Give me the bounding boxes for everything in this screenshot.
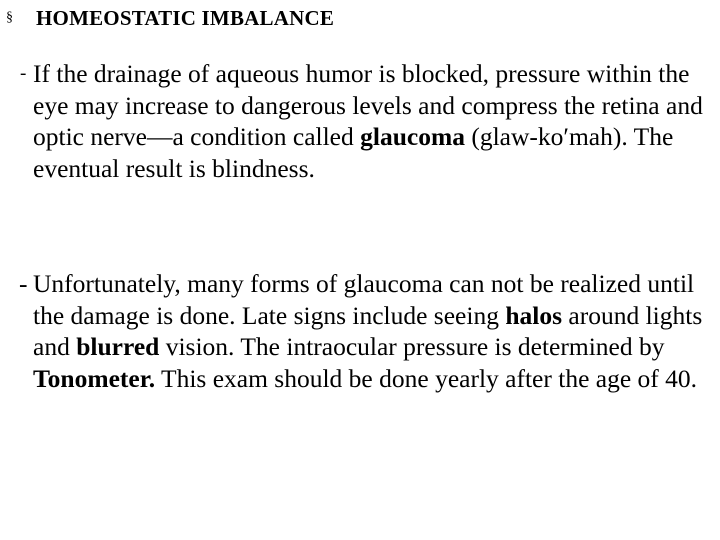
- bold-term-halos: halos: [505, 300, 563, 330]
- dash-marker: -: [20, 63, 27, 84]
- bold-term-glaucoma: glaucoma: [360, 122, 465, 151]
- paragraph-text: Unfortunately, many forms of glaucoma can not be realized until the damage is done. Late signs include seeing: [33, 269, 695, 330]
- bold-term-tonometer: Tonometer.: [33, 363, 156, 393]
- paragraph-text: around lights and: [33, 300, 703, 361]
- slide-heading: [6, 6, 334, 30]
- paragraph-glaucoma-signs: [19, 268, 713, 394]
- section-bullet-icon: §: [6, 10, 13, 25]
- paragraph-text: If the drainage of aqueous humor is blocked, pressure within the eye may increase to dangerous levels and compress the retina and optic nerve—a condition called: [33, 59, 703, 151]
- paragraph-text: (glaw-ko′mah). The eventual result is blindness.: [33, 122, 674, 183]
- bold-term-blurred: blurred: [76, 332, 160, 361]
- paragraph-glaucoma-cause: [20, 58, 713, 184]
- paragraph-text: vision. The intraocular pressure is determined by: [159, 332, 665, 361]
- heading-title: HOMEOSTATIC IMBALANCE: [36, 6, 335, 30]
- paragraph-text: This exam should be done yearly after the age of 40.: [155, 363, 698, 393]
- dash-marker: -: [19, 269, 28, 298]
